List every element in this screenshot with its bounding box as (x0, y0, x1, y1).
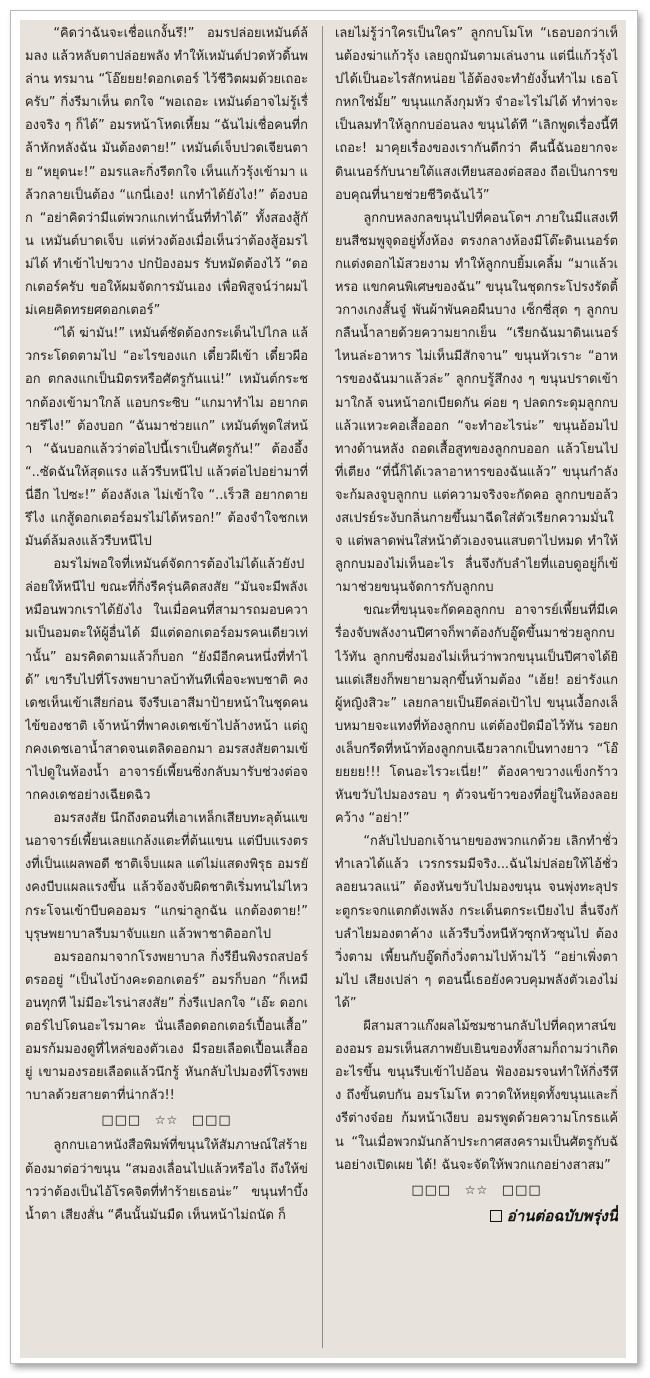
separator-boxes: □□□ (411, 1182, 452, 1198)
separator-boxes: □□□ (191, 1113, 232, 1129)
paragraph: ลูกกบหลงกลขนุนไปที่คอนโดฯ ภายในมีแสงเทียนสีชมพูจุดอยู่ทั้งห้อง ตรงกลางห้องมีโต๊ะดินเนอร์ตกแต่งดอกไม้สวยงาม ทำให้ลูกกบยิ้มเคลิ้ม “มาแล้วเหรอ แขกคนพิเศษของฉัน” ขนุนในชุดกระโปรงรัดติ้วกางเกงสั้นจู๋ พันผ้าพันคอผืนบาง เซ็กซี่สุด ๆ ลูกกบกลืนน้ำลายด้วยความยากเย็น “เรียกฉันมาดินเนอร์ไหนล่ะอาหาร ไม่เห็นมีสักจาน” ขนุนหัวเราะ “อาหารของฉันมาแล้วล่ะ” ลูกกบรู้สึกงง ๆ ขนุนปราดเข้ามาใกล้ จนหน้าอกเบียดกัน ค่อย ๆ ปลดกระดุมลูกกบแล้วแหวะคอเสื้อออก “จะทำอะไรน่ะ” ขนุนอ้อมไปทางด้านหลัง ถอดเสื้อสูทของลูกกบออก แล้วโยนไปที่เตียง “ที่นี้ก็ได้เวลาอาหารของฉันแล้ว” ขนุนกำลังจะก้มลงจูบลูกกบ แต่ความจริงจะกัดคอ ลูกกบขอล้วงสเปรย์ระงับกลิ่นกายขึ้นมาฉีดใส่ตัวเรียกความมั่นใจ แต่พลาดพ่นใส่หน้าตัวเองจนแสบตาไปหมด ทำให้ลูกกบมองไม่เห็นอะไร ลื่นจึงกับลำไยที่แอบดูอยู่ก็เข้ามาช่วยขนุนจัดการกับลูกกบ (335, 210, 618, 596)
right-column (335, 22, 618, 1356)
left-column (25, 22, 308, 1356)
separator-stars: ☆☆ (464, 1182, 489, 1197)
paragraph: อมรออกมาจากโรงพยาบาล กิ่งรียืนพิงรถสปอร์ตรออยู่ “เป็นไงบ้างคะดอกเตอร์” อมรก็บอก “ก็เหมือนทุกที ไม่มีอะไรน่าสงสัย” กิ่งรีแปลกใจ “เอ๊ะ ดอกเตอร์ไปโดนอะไรมาคะ นั่นเลือดดอกเตอร์เปื้อนเสื้อ” อมรก้มมองดูที่ไหล่ของตัวเอง มีรอยเลือดเปื้อนเสื้ออยู่ เขามองรอยเลือดแล้วนึกรู้ หันกลับไปมองที่โรงพยาบาลด้วยสายตาที่น่ากลัว!! (25, 949, 308, 1104)
paragraph: อมรไม่พอใจที่เหมันต์จัดการต้องไม่ได้แล้วยังปล่อยให้หนีไป ขณะที่กิ่งรีครุ่นคิดสงสัย “มันจะมีพลังเหมือนพวกเราได้ยังไง ในเมื่อคนที่สามารถมอบความเป็นอมตะให้ผู้อื่นได้ มีแต่ดอกเตอร์อมรคนเดียวเท่านั้น” อมรคิดตามแล้วก็บอก “ยังมีอีกคนหนึ่งที่ทำได้” เขารีบไปที่โรงพยาบาลบ้าทันทีเพื่อจะพบชาติ คงเดชเห็นเข้าเสียก่อน จึงรีบเอาสีมาป้ายหน้าในชุดคนไข้ของชาติ เจ้าหน้าที่พาคงเดชเข้าไปล้างหน้า แต่ถูกคงเดชเอาน้ำสาดจนเตลิดออกมา อมรสงสัยตามเข้าไปดูในห้องน้ำ อาจารย์เพี้ยนซิ่งกลับมารับช่วงต่อจากคงเดชอย่างเฉียดฉิว (25, 557, 308, 804)
scene-separator (25, 1109, 308, 1131)
separator-stars: ☆☆ (154, 1113, 179, 1128)
paragraph: “ได้ ฆ่ามัน!” เหมันต์ซัดต้องกระเด็นไปไกล แล้วกระโดดตามไป “อะไรของแก เดี๋ยวผีเข้า เดี๋ยวผีออก ตกลงแกเป็นมิตรหรือศัตรูกันแน่!” เหมันต์กระชากต้องเข้ามาใกล้ แอบกระซิบ “แกมาทำไม อยากตายรึไง!” ต้องบอก “ฉันมาช่วยแก” เหมันต์พูดใส่หน้า “ฉันบอกแล้วว่าต่อไปนี้เราเป็นศัตรูกัน!” ต้องอึ้ง “..ซัดฉันให้สุดแรง แล้วรีบหนีไป แล้วต่อไปอย่ามาที่นี่อีก ไปซะ!” ต้องลังเล ไม่เข้าใจ “..เร็วสิ อยากตายรึไง แกสู้ดอกเตอร์อมรไม่ได้หรอก!” ต้องจำใจชกเหมันต์ล้มลงแล้วรีบหนีไป (25, 326, 308, 550)
scene-separator (335, 1179, 618, 1201)
continued-tomorrow-note (335, 1204, 618, 1228)
paragraph: “คิดว่าฉันจะเชื่อแกงั้นรึ!” อมรปล่อยเหมันต์ล้มลง แล้วหลับตาปล่อยพลัง ทำให้เหมันต์ปวดหัวดิ้นพล่าน ทรมาน “โอ๊ยยย!ดอกเตอร์ ไว้ชีวิตผมด้วยเถอะครับ” กิ่งรีมาเห็น ตกใจ “พอเถอะ เหมันต์อาจไม่รู้เรื่องจริง ๆ ก็ได้” อมรหน้าโหดเหี้ยม “ฉันไม่เชื่อคนที่กล้าหักหลังฉัน มันต้องตาย!” เหมันต์เจ็บปวดเจียนตาย “หยุดนะ!” อมรและกิ่งรีตกใจ เห็นแก้วรุ้งเข้ามา แล้วกลายเป็นต้อง “แกนี่เอง! แกทำได้ยังไง!” ต้องบอก “อย่าคิดว่ามีแต่พวกแกเท่านั้นที่ทำได้” ทั้งสองสู้กัน เหมันต์บาดเจ็บ แต่ห่วงต้องเมื่อเห็นว่าต้องสู้อมรไม่ได้ ทำเข้าไปขวาง ปกป้องอมร รับหมัดต้องไว้ “ดอกเตอร์ครับ ขอให้ผมจัดการมันเอง เพื่อพิสูจน์ว่าผมไม่เคยคิดทรยศดอกเตอร์” (25, 26, 308, 319)
paragraph: ลูกกบเอาหนังสือพิมพ์ที่ขนุนให้สัมภาษณ์ใส่ร้ายต้องมาต่อว่าขนุน “สมองเลื่อนไปแล้วหรือไง ถึงให้ข่าวว่าต้องเป็นไอ้โรคจิตที่ทำร้ายเธอน่ะ” ขนุนทำบึ้งน้ำตา เสียงสั่น “คืนนั้นมันมืด เห็นหน้าไม่ถนัด ก็ (25, 1138, 308, 1223)
paragraph: เลยไม่รู้ว่าใครเป็นใคร” ลูกกบโมโห “เธอบอกว่าเห็นต้องฆ่าแก้วรุ้ง เลยถูกมันตามเล่นงาน แต่นี่แก้วรุ้งไปได้เป็นอะไรสักหน่อย ไอ้ต้องจะทำยังงั้นทำไม เธอโกหกใช่มั้ย” ขนุนแกล้งกุมหัว จำอะไรไม่ได้ ทำท่าจะเป็นลมทำให้ลูกกบอ่อนลง ขนุนได้ที “เลิกพูดเรื่องนี้ทีเถอะ! มาคุยเรื่องของเรากันดีกว่า คืนนี้ฉันอยากจะดินเนอร์กับนายใต้แสงเทียนสองต่อสอง ถือเป็นการขอบคุณที่นายช่วยชีวิตฉันไว้” (335, 26, 618, 203)
square-bullet-icon (490, 1210, 502, 1222)
newspaper-clipping (20, 20, 626, 1358)
paragraph: ผีสามสาวแก๊งผลไม้ซมซานกลับไปที่คฤหาสน์ของอมร อมรเห็นสภาพยับเยินของทั้งสามก็ถามว่าเกิดอะไรขึ้น ขนุนรีบเข้าไปอ้อน ฟ้องอมรจนทำให้กิ่งรีหึง ถึงขั้นตบกัน อมรโมโห ตวาดให้หยุดทั้งขนุนและกิ่งรีต่างจ๋อย ก้มหน้าเงียบ อมรพูดด้วยความโกรธแค้น “ในเมื่อพวกมันกล้าประกาศสงครามเป็นศัตรูกับฉันอย่างเปิดเผย ได้! ฉันจะจัดให้พวกแกอย่างสาสม” (335, 1019, 618, 1173)
continued-note-text: อ่านต่อฉบับพรุ่งนี้ (506, 1206, 618, 1225)
separator-boxes: □□□ (501, 1182, 542, 1198)
column-divider (322, 26, 323, 1348)
separator-boxes: □□□ (101, 1113, 142, 1129)
paragraph: อมรสงสัย นึกถึงตอนที่เอาเหล็กเสียบทะลุต้นแขนอาจารย์เพี้ยนเลยแกล้งแตะที่ต้นแขน แต่บีบแรงตรงที่เป็นแผลพอดี ชาติเจ็บแผล แต่ไม่แสดงพิรุธ อมรยังคงบีบแผลแรงขึ้น แล้วจ้องจับผิดชาติเริ่มทนไม่ไหว กระโจนเข้าบีบคออมร “แกฆ่าลูกฉัน แกต้องตาย!” บุรุษพยาบาลรีบมาจับแยก แล้วพาชาติออกไป (25, 811, 308, 942)
paragraph: “กลับไปบอกเจ้านายของพวกแกด้วย เลิกทำชั่วทำเลวได้แล้ว เวรกรรมมีจริง...ฉันไม่ปล่อยให้ไอ้ชั่วลอยนวลแน่” ต้องหันขวับไปมองขนุน จนพุ่งทะลุประตูกระจกแตกดังเพล้ง กระเด็นตกระเบียงไป ลื่นจึงกับลำไยมองตาค้าง แล้วรีบวิ่งหนีหัวซุกหัวซุนไป ต้องวิ่งตาม เพี้ยนกับอู๊ดกิ่งวิ่งตามไปห้ามไว้ “อย่าเพิ่งตามไป เสียงเปล่า ๆ ตอนนี้เธอยังควบคุมพลังตัวเองไม่ได้” (335, 834, 618, 1011)
paragraph: ขณะที่ขนุนจะกัดคอลูกกบ อาจารย์เพี้ยนที่มีเครื่องจับพลังงานปีศาจก็พาต้องกับอู๊ดขึ้นมาช่วยลูกกบไว้ทัน ลูกกบซึ่งมองไม่เห็นว่าพวกขนุนเป็นปีศาจได้ยินแต่เสียงก็พยายามลุกขึ้นห้ามต้อง “เฮ้ย! อย่ารังแกผู้หญิงสิวะ” เลยกลายเป็นยึดล่อเป้าไป ขนุนเงื้อกงเล็บหมายจะแทงที่ท้องลูกกบ แต่ต้องปัดมือไว้ทัน รอยกงเล็บกรีดที่หน้าท้องลูกกบเฉียวลากเป็นทางยาว “โอ๊ยยยย!!! โดนอะไรวะเนี่ย!” ต้องคาขวางแข็งกร้าว หันขวับไปมองรอบ ๆ ตัวจนข้าวของที่อยู่ในห้องลอยคว้าง “อย่า!” (335, 603, 618, 827)
